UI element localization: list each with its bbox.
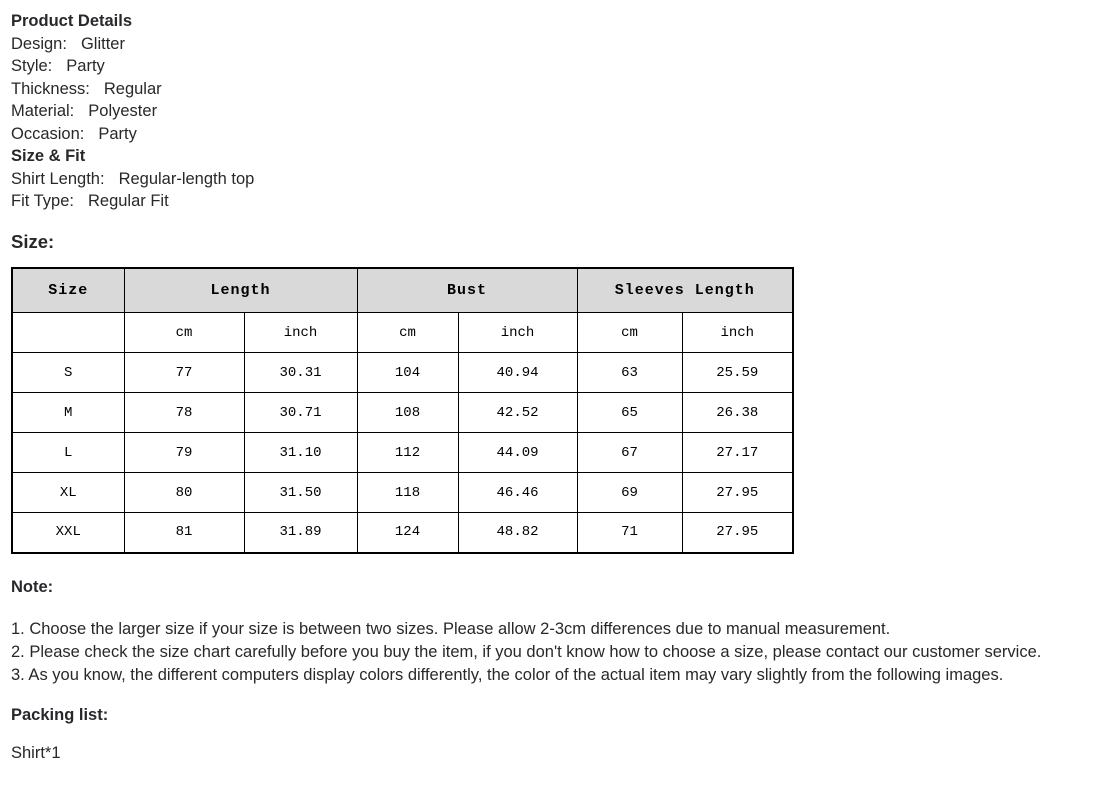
fit-label: Shirt Length:: [11, 169, 105, 188]
detail-row-thickness: [11, 78, 1092, 101]
table-row: [12, 433, 793, 473]
detail-row-occasion: [11, 123, 1092, 146]
unit-cell-inch: inch: [682, 313, 793, 353]
measurement-cell: 65: [577, 393, 682, 433]
detail-value: Party: [98, 124, 137, 143]
detail-value: Polyester: [88, 102, 158, 120]
detail-label: Thickness:: [11, 79, 90, 98]
measurement-cell: 48.82: [458, 513, 577, 553]
measurement-cell: 63: [577, 353, 682, 393]
measurement-cell: 124: [357, 513, 458, 553]
unit-cell-cm: cm: [357, 313, 458, 353]
table-unit-row: [12, 313, 793, 353]
detail-label: Material:: [11, 102, 75, 120]
detail-value: Glitter: [80, 34, 125, 53]
note-list: [11, 618, 1092, 687]
measurement-cell: 46.46: [458, 473, 577, 513]
size-chart-heading: Size:: [11, 230, 55, 252]
detail-value: Party: [66, 57, 105, 75]
measurement-cell: 44.09: [458, 433, 577, 473]
measurement-cell: 69: [577, 473, 682, 513]
size-label-cell: L: [12, 433, 124, 473]
detail-value: Regular: [103, 79, 162, 98]
size-label-cell: XXL: [12, 513, 124, 553]
measurement-cell: 71: [577, 513, 682, 553]
fit-row-shirt-length: [11, 168, 1092, 191]
measurement-cell: 118: [357, 473, 458, 513]
measurement-cell: 77: [124, 353, 244, 393]
product-details-heading: Product Details: [11, 12, 133, 30]
packing-list-item: Shirt*1: [11, 743, 61, 762]
detail-label: Design:: [11, 34, 67, 53]
fit-value: Regular Fit: [87, 192, 169, 210]
measurement-cell: 31.10: [244, 433, 357, 473]
table-row: [12, 513, 793, 553]
header-cell-length: Length: [124, 268, 357, 313]
unit-cell-cm: cm: [577, 313, 682, 353]
detail-row-material: [11, 100, 1092, 123]
table-row: [12, 393, 793, 433]
detail-row-style: [11, 55, 1092, 78]
note-item-1: 1. Choose the larger size if your size is between two sizes. Please allow 2-3cm differences due to manual measurement.: [11, 619, 891, 638]
measurement-cell: 27.95: [682, 513, 793, 553]
table-header-row: [12, 268, 793, 313]
header-cell-bust: Bust: [357, 268, 577, 313]
size-fit-section: [11, 145, 1092, 213]
table-row: [12, 473, 793, 513]
unit-cell-cm: cm: [124, 313, 244, 353]
size-table-body: [12, 353, 793, 553]
unit-cell-empty: [12, 313, 124, 353]
note-heading: Note:: [11, 577, 54, 596]
note-item-2: 2. Please check the size chart carefully before you buy the item, if you don't know how to choose a size, please contact our customer service.: [11, 642, 1042, 661]
measurement-cell: 104: [357, 353, 458, 393]
measurement-cell: 40.94: [458, 353, 577, 393]
product-details-section: [11, 10, 1092, 145]
detail-label: Style:: [11, 57, 53, 75]
fit-row-fit-type: [11, 190, 1092, 213]
fit-value: Regular-length top: [118, 169, 255, 188]
measurement-cell: 30.31: [244, 353, 357, 393]
measurement-cell: 81: [124, 513, 244, 553]
measurement-cell: 112: [357, 433, 458, 473]
measurement-cell: 79: [124, 433, 244, 473]
size-label-cell: S: [12, 353, 124, 393]
detail-row-design: [11, 33, 1092, 56]
measurement-cell: 78: [124, 393, 244, 433]
table-row: [12, 353, 793, 393]
packing-list-heading: Packing list:: [11, 705, 109, 724]
measurement-cell: 27.17: [682, 433, 793, 473]
detail-label: Occasion:: [11, 124, 85, 143]
measurement-cell: 80: [124, 473, 244, 513]
measurement-cell: 30.71: [244, 393, 357, 433]
measurement-cell: 108: [357, 393, 458, 433]
unit-cell-inch: inch: [244, 313, 357, 353]
size-label-cell: M: [12, 393, 124, 433]
header-cell-sleeves: Sleeves Length: [577, 268, 793, 313]
measurement-cell: 26.38: [682, 393, 793, 433]
measurement-cell: 25.59: [682, 353, 793, 393]
measurement-cell: 27.95: [682, 473, 793, 513]
note-item-3: 3. As you know, the different computers display colors differently, the color of the actual item may vary slightly from the following images.: [11, 665, 1004, 684]
measurement-cell: 31.89: [244, 513, 357, 553]
measurement-cell: 42.52: [458, 393, 577, 433]
fit-label: Fit Type:: [11, 192, 74, 210]
size-label-cell: XL: [12, 473, 124, 513]
measurement-cell: 31.50: [244, 473, 357, 513]
size-chart-table: [11, 267, 794, 554]
measurement-cell: 67: [577, 433, 682, 473]
unit-cell-inch: inch: [458, 313, 577, 353]
size-fit-heading: Size & Fit: [11, 147, 86, 165]
header-cell-size: Size: [12, 268, 124, 313]
